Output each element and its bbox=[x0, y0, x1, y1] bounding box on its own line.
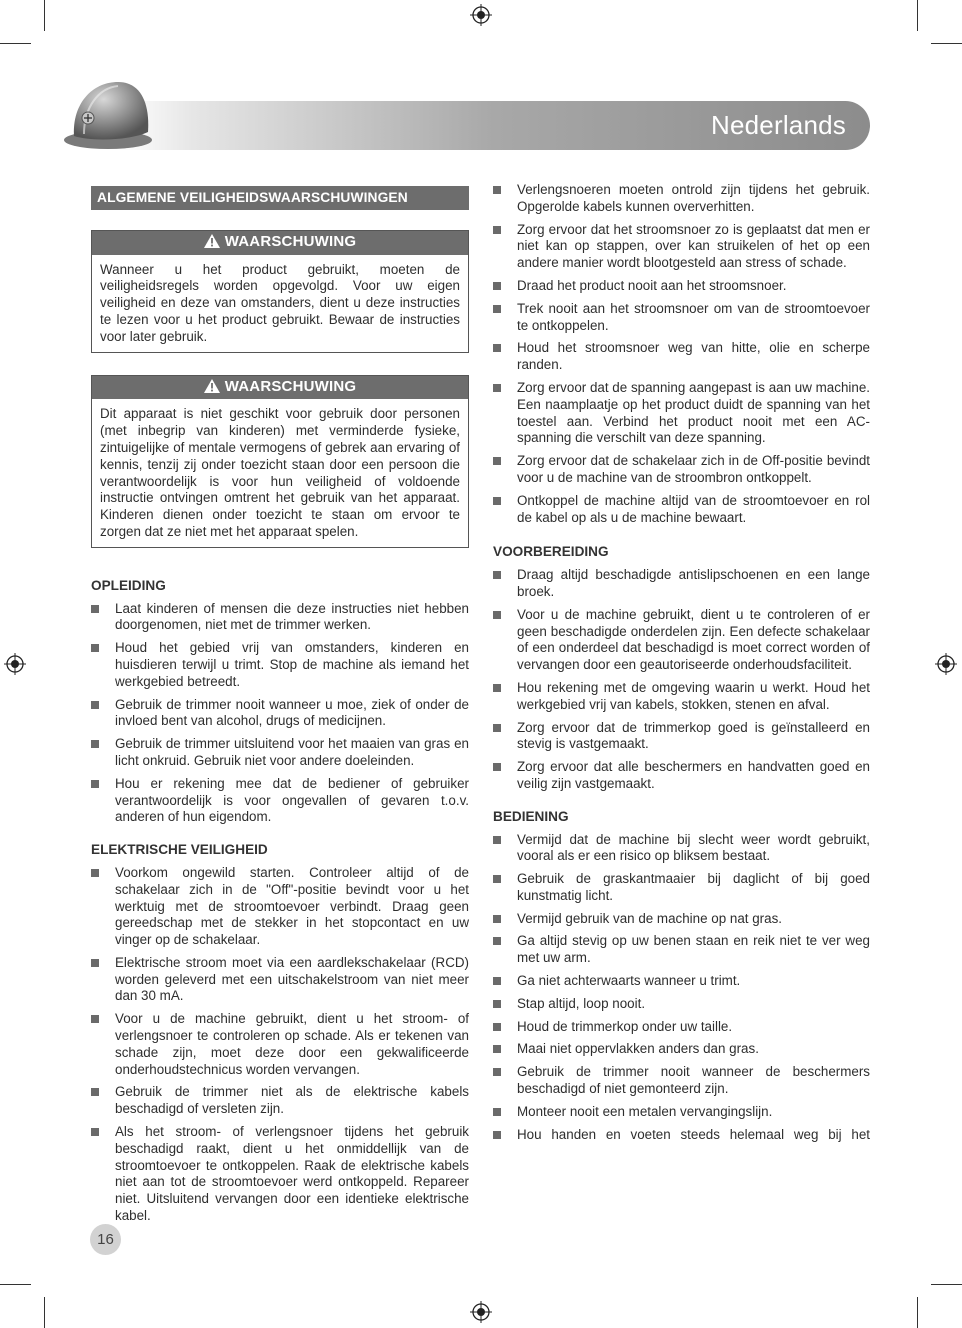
list-item: Zorg ervoor dat alle beschermers en handvatten goed en veilig zijn vastgemaakt. bbox=[493, 759, 870, 793]
crop-mark bbox=[931, 1284, 962, 1285]
warning-box bbox=[91, 375, 469, 548]
training-heading: OPLEIDING bbox=[91, 577, 166, 593]
list-item: Laat kinderen of mensen die deze instructies niet hebben doorgenomen, niet met de trimmer werken. bbox=[91, 601, 469, 635]
list-item: Maai niet oppervlakken anders dan gras. bbox=[493, 1041, 870, 1058]
warning-text: Dit apparaat is niet geschikt voor gebruik door personen (met inbegrip van kinderen) met verminderde fysieke, zintuigelijke of mentale vermogens of gebrek aan ervaring of kennis, tenzij zij onder toezicht staan door een persoon die verantwoordelijk is voor hun veiligheid of voldoende instructie ontvingen omtrent het gebruik van het apparaat. Kinderen dienen onder toezicht te staan om ervoor te zorgen dat ze niet met het apparaat spelen. bbox=[100, 406, 460, 539]
bullet-icon bbox=[493, 186, 501, 194]
list-item: Ontkoppel de machine altijd van de stroomtoevoer en rol de kabel op als u de machine bewaart. bbox=[493, 493, 870, 527]
warning-box bbox=[91, 230, 469, 353]
safety-helmet-icon bbox=[62, 74, 154, 154]
electrical-list bbox=[91, 865, 469, 1225]
bullet-icon bbox=[493, 937, 501, 945]
bullet-icon bbox=[493, 384, 501, 392]
list-item: Draag altijd beschadigde antislipschoenen en een lange broek. bbox=[493, 567, 870, 601]
bullet-icon bbox=[91, 1015, 99, 1023]
list-item: Houd het stroomsnoer weg van hitte, olie en scherpe randen. bbox=[493, 340, 870, 374]
preparation-heading: VOORBEREIDING bbox=[493, 544, 609, 560]
crop-mark bbox=[917, 0, 918, 31]
warning-header bbox=[92, 376, 468, 400]
language-banner bbox=[118, 101, 870, 150]
list-item: Draad het product nooit aan het stroomsnoer. bbox=[493, 278, 870, 295]
left-column bbox=[91, 186, 469, 1241]
page-number: 16 bbox=[90, 1224, 121, 1255]
list-item: Hou er rekening mee dat de bediener of gebruiker verantwoordelijk is voor ongevallen of gevaren t.o.v. anderen of hun eigendom. bbox=[91, 776, 469, 826]
warning-triangle-icon bbox=[204, 379, 220, 393]
crop-mark bbox=[44, 1297, 45, 1328]
bullet-icon bbox=[493, 1045, 501, 1053]
list-item: Gebruik de trimmer niet als de elektrische kabels beschadigd of versleten zijn. bbox=[91, 1084, 469, 1118]
crop-mark bbox=[931, 43, 962, 44]
crop-mark bbox=[44, 0, 45, 31]
list-item: Verlengsnoeren moeten ontrold zijn tijdens het gebruik. Opgerolde kabels kunnen oververhitten. bbox=[493, 182, 870, 216]
operation-heading: BEDIENING bbox=[493, 808, 569, 824]
list-item: Voorkom ongewild starten. Controleer altijd of de schakelaar zich in de "Off"-positie bevindt voor u het werktuig met de stroomtoevoer verbindt. Draag geen gereedschap met de stekker in het stopcontact en uw vinger op de schakelaar. bbox=[91, 865, 469, 949]
bullet-icon bbox=[493, 1108, 501, 1116]
list-item: Gebruik de graskantmaaier bij daglicht of bij goed kunstmatig licht. bbox=[493, 871, 870, 905]
bullet-icon bbox=[91, 1088, 99, 1096]
warning-title: WAARSCHUWING bbox=[224, 377, 357, 395]
registration-mark-icon bbox=[4, 653, 26, 675]
bullet-icon bbox=[493, 763, 501, 771]
list-item: Vermijd gebruik van de machine op nat gras. bbox=[493, 911, 870, 928]
bullet-icon bbox=[91, 869, 99, 877]
bullet-icon bbox=[91, 740, 99, 748]
list-item: Houd de trimmerkop onder uw taille. bbox=[493, 1019, 870, 1036]
right-column bbox=[493, 182, 870, 1159]
bullet-icon bbox=[493, 571, 501, 579]
bullet-icon bbox=[493, 344, 501, 352]
bullet-icon bbox=[91, 701, 99, 709]
preparation-list bbox=[493, 567, 870, 793]
bullet-icon bbox=[493, 1023, 501, 1031]
bullet-icon bbox=[493, 226, 501, 234]
warning-triangle-icon bbox=[204, 234, 220, 248]
bullet-icon bbox=[493, 305, 501, 313]
operation-list bbox=[493, 832, 870, 1144]
list-item: Voor u de machine gebruikt, dient u het stroom- of verlengsnoer te controleren op schade. Als er tekenen van schade zijn, moet deze door een gekwalificeerde onderhoudstechnicus worden vervangen. bbox=[91, 1011, 469, 1078]
bullet-icon bbox=[493, 875, 501, 883]
bullet-icon bbox=[493, 836, 501, 844]
list-item: Hou rekening met de omgeving waarin u werkt. Houd het werkgebied vrij van kabels, stokken, stenen en afval. bbox=[493, 680, 870, 714]
list-item: Gebruik de trimmer nooit wanneer u moe, ziek of onder de invloed bent van alcohol, drugs of medicijnen. bbox=[91, 697, 469, 731]
language-title: Nederlands bbox=[711, 110, 846, 140]
training-list bbox=[91, 601, 469, 827]
warning-header bbox=[92, 231, 468, 255]
bullet-icon bbox=[493, 611, 501, 619]
bullet-icon bbox=[91, 959, 99, 967]
section-title: ALGEMENE VEILIGHEIDSWAARSCHUWINGEN bbox=[91, 186, 469, 210]
list-item: Zorg ervoor dat het stroomsnoer zo is geplaatst dat men er niet kan op stappen, over kan struikelen of het op een andere manier wordt blootgesteld aan stress of schade. bbox=[493, 222, 870, 272]
bullet-icon bbox=[493, 684, 501, 692]
bullet-icon bbox=[493, 457, 501, 465]
list-item: Zorg ervoor dat de trimmerkop goed is geïnstalleerd en stevig is vastgemaakt. bbox=[493, 720, 870, 754]
list-item: Ga altijd stevig op uw benen staan en reik niet te ver weg met uw arm. bbox=[493, 933, 870, 967]
bullet-icon bbox=[493, 1000, 501, 1008]
electrical-heading: ELEKTRISCHE VEILIGHEID bbox=[91, 842, 268, 858]
list-item: Als het stroom- of verlengsnoer tijdens het gebruik beschadigd raakt, dient u het onmiddellijk van de stroomtoevoer te ontkoppelen. Raak de elektrische kabels niet aan tot de stroomtoevoer werd ontkoppeld. Repareer niet. Uitsluitend vervangen door een identieke elektrische kabel. bbox=[91, 1124, 469, 1225]
bullet-icon bbox=[493, 282, 501, 290]
list-item: Trek nooit aan het stroomsnoer om van de stroomtoevoer te ontkoppelen. bbox=[493, 301, 870, 335]
list-item: Stap altijd, loop nooit. bbox=[493, 996, 870, 1013]
crop-mark bbox=[0, 1284, 31, 1285]
list-item: Gebruik de trimmer uitsluitend voor het maaien van gras en licht onkruid. Gebruik niet voor andere doeleinden. bbox=[91, 736, 469, 770]
list-item: Houd het gebied vrij van omstanders, kinderen en huisdieren terwijl u trimt. Stop de machine als iemand het werkgebied betreedt. bbox=[91, 640, 469, 690]
bullet-icon bbox=[91, 644, 99, 652]
bullet-icon bbox=[91, 780, 99, 788]
crop-mark bbox=[917, 1297, 918, 1328]
list-item: Hou handen en voeten steeds helemaal weg bij het bbox=[493, 1127, 870, 1144]
list-item: Elektrische stroom moet via een aardlekschakelaar (RCD) worden geleverd met een uitschakelstroom van niet meer dan 30 mA. bbox=[91, 955, 469, 1005]
warning-title: WAARSCHUWING bbox=[224, 232, 357, 250]
list-item: Zorg ervoor dat de spanning aangepast is aan uw machine. Een naamplaatje op het product duidt de spanning van het toestel aan. Verbind het product nooit met een AC-spanning die verschilt van deze spanning. bbox=[493, 380, 870, 447]
crop-mark bbox=[0, 43, 31, 44]
registration-mark-icon bbox=[470, 1301, 492, 1323]
list-item: Voor u de machine gebruikt, dient u te controleren of er geen beschadigde onderdelen zijn. Een defecte schakelaar of een onderdeel dat beschadigd is moet correct worden of vervangen door een geautoriseerde onderhoudsfaciliteit. bbox=[493, 607, 870, 674]
electrical-continued-list bbox=[493, 182, 870, 526]
list-item: Gebruik de trimmer nooit wanneer de beschermers beschadigd of niet gemonteerd zijn. bbox=[493, 1064, 870, 1098]
warning-text: Wanneer u het product gebruikt, moeten de veiligheidsregels worden opgevolgd. Voor uw eigen veiligheid en deze van omstanders, dient u deze instructies te lezen voor u het product gebruikt. Bewaar de instructies voor later gebruik. bbox=[100, 261, 460, 344]
bullet-icon bbox=[493, 977, 501, 985]
bullet-icon bbox=[493, 497, 501, 505]
list-item: Zorg ervoor dat de schakelaar zich in de Off-positie bevindt voor u de machine van de stroombron ontkoppelt. bbox=[493, 453, 870, 487]
bullet-icon bbox=[493, 1131, 501, 1139]
bullet-icon bbox=[493, 1068, 501, 1076]
bullet-icon bbox=[493, 724, 501, 732]
list-item: Ga niet achterwaarts wanneer u trimt. bbox=[493, 973, 870, 990]
registration-mark-icon bbox=[935, 653, 957, 675]
registration-mark-icon bbox=[470, 4, 492, 26]
bullet-icon bbox=[91, 1128, 99, 1136]
bullet-icon bbox=[493, 915, 501, 923]
bullet-icon bbox=[91, 605, 99, 613]
list-item: Vermijd dat de machine bij slecht weer wordt gebruikt, vooral als er een risico op bliksem bestaat. bbox=[493, 832, 870, 866]
list-item: Monteer nooit een metalen vervangingslijn. bbox=[493, 1104, 870, 1121]
